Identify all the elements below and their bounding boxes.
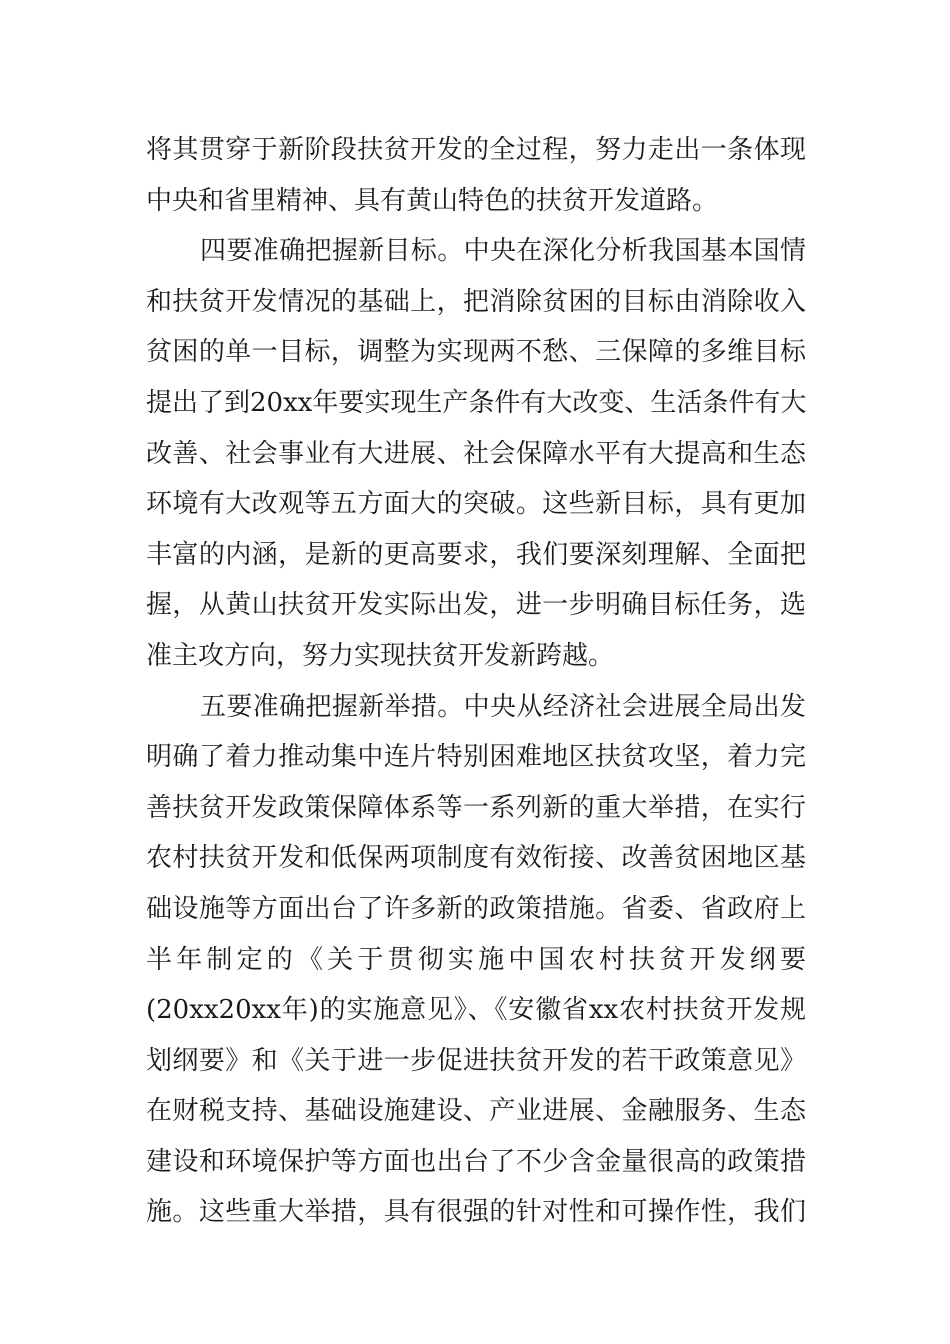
text-line: 建设和环境保护等方面也出台了不少含金量很高的政策措 (146, 1146, 806, 1177)
text-line: 改善、社会事业有大进展、社会保障水平有大提高和生态 (146, 438, 806, 469)
text-line: 划纲要》和《关于进一步促进扶贫开发的若干政策意见》 (146, 1045, 806, 1076)
text-line: 环境有大改观等五方面大的突破。这些新目标，具有更加 (146, 489, 806, 520)
paragraph-start-line: 五要准确把握新举措。中央从经济社会进展全局出发 (200, 691, 806, 722)
text-line: (20xx20xx年)的实施意见》、《安徽省xx农村扶贫开发规 (146, 995, 806, 1026)
text-line: 础设施等方面出台了许多新的政策措施。省委、省政府上 (146, 893, 806, 924)
text-line: 丰富的内涵，是新的更高要求，我们要深刻理解、全面把 (146, 539, 806, 570)
text-line: 提出了到20xx年要实现生产条件有大改变、生活条件有大 (146, 387, 807, 418)
text-line: 半年制定的《关于贯彻实施中国农村扶贫开发纲要 (146, 944, 806, 975)
text-line: 将其贯穿于新阶段扶贫开发的全过程，努力走出一条体现 (146, 135, 806, 165)
text-line: 施。这些重大举措，具有很强的针对性和可操作性，我们 (146, 1197, 806, 1228)
paragraph-start-line: 四要准确把握新目标。中央在深化分析我国基本国情 (200, 236, 806, 267)
text-line: 善扶贫开发政策保障体系等一系列新的重大举措，在实行 (146, 792, 806, 823)
text-line: 和扶贫开发情况的基础上，把消除贫困的目标由消除收入 (146, 286, 806, 317)
document-body (146, 125, 806, 1238)
text-line: 握，从黄山扶贫开发实际出发，进一步明确目标任务，选 (146, 590, 806, 621)
text-line: 农村扶贫开发和低保两项制度有效衔接、改善贫困地区基 (146, 843, 806, 874)
text-line: 在财税支持、基础设施建设、产业进展、金融服务、生态 (146, 1096, 806, 1127)
text-line: 明确了着力推动集中连片特别困难地区扶贫攻坚，着力完 (146, 742, 806, 773)
text-line: 贫困的单一目标，调整为实现两不愁、三保障的多维目标 (146, 337, 806, 368)
text-line: 中央和省里精神、具有黄山特色的扶贫开发道路。 (146, 185, 719, 216)
text-line: 准主攻方向，努力实现扶贫开发新跨越。 (146, 640, 615, 671)
